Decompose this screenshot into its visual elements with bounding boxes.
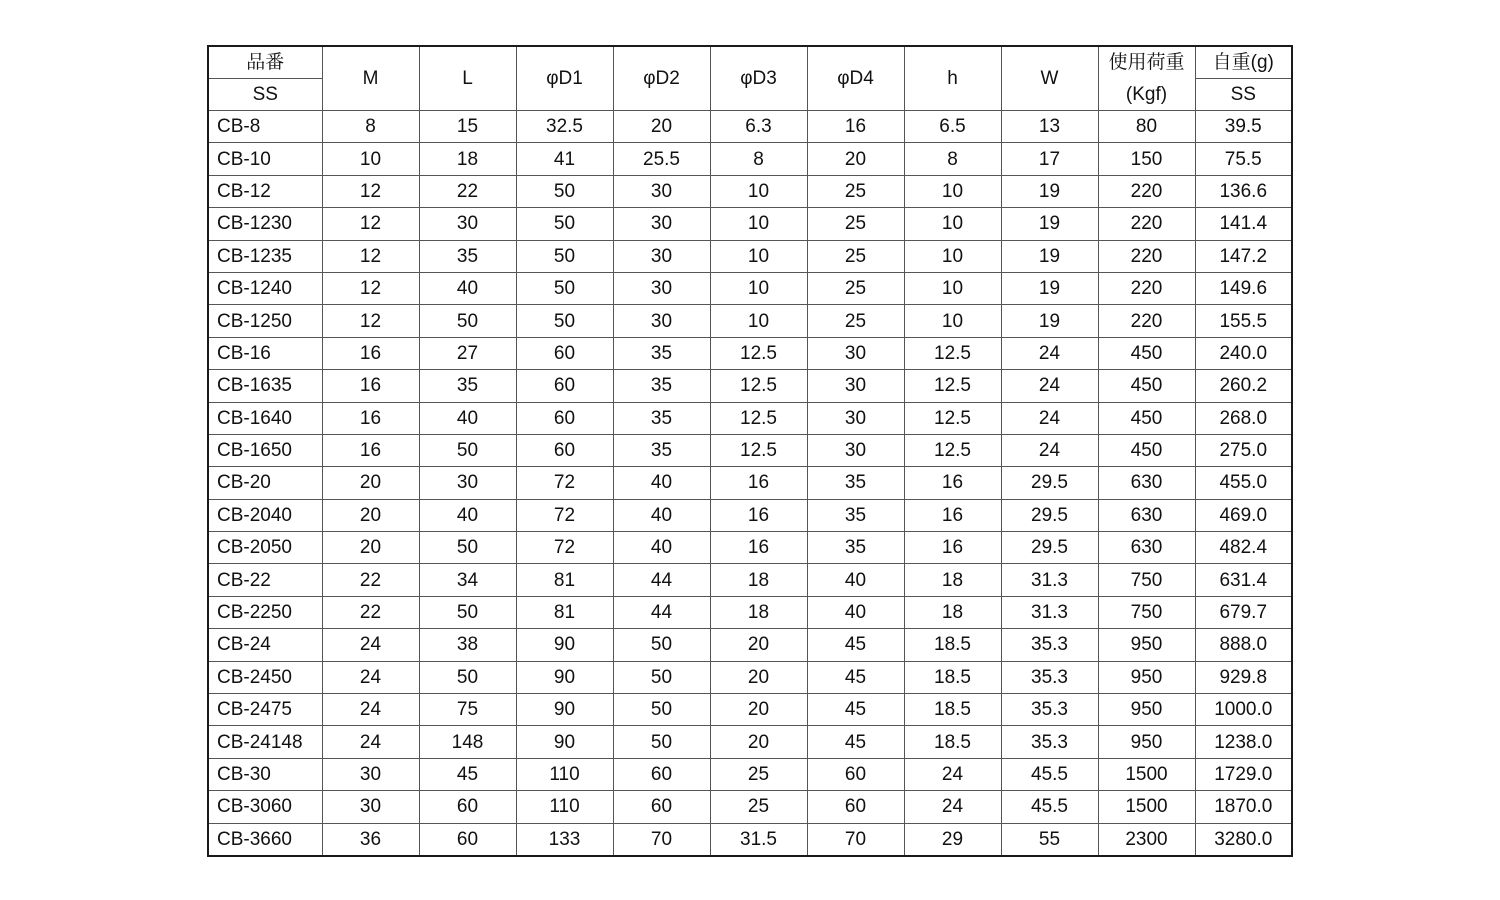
cell-m: 24 [322,629,419,661]
cell-w: 19 [1001,305,1098,337]
cell-weight: 1870.0 [1195,791,1292,823]
cell-w: 29.5 [1001,499,1098,531]
cell-h: 10 [904,272,1001,304]
cell-d3: 18 [710,596,807,628]
cell-m: 20 [322,467,419,499]
cell-d4: 60 [807,791,904,823]
cell-load: 2300 [1098,823,1195,856]
cell-h: 8 [904,143,1001,175]
cell-d3: 20 [710,661,807,693]
cell-d4: 35 [807,467,904,499]
cell-l: 15 [419,111,516,143]
cell-h: 18 [904,596,1001,628]
table-row [208,208,1292,240]
cell-d2: 44 [613,596,710,628]
cell-d3: 10 [710,175,807,207]
cell-l: 27 [419,337,516,369]
cell-load: 450 [1098,337,1195,369]
cell-d4: 40 [807,596,904,628]
cell-d2: 25.5 [613,143,710,175]
cell-weight: 268.0 [1195,402,1292,434]
cell-w: 31.3 [1001,564,1098,596]
cell-load: 150 [1098,143,1195,175]
cell-d3: 10 [710,272,807,304]
cell-d2: 44 [613,564,710,596]
table-body [208,111,1292,856]
cell-w: 24 [1001,434,1098,466]
cell-w: 13 [1001,111,1098,143]
cell-d1: 50 [516,305,613,337]
cell-d2: 40 [613,467,710,499]
cell-h: 18.5 [904,694,1001,726]
cell-d1: 110 [516,791,613,823]
cell-load: 220 [1098,240,1195,272]
cell-h: 29 [904,823,1001,856]
cell-d2: 50 [613,694,710,726]
cell-h: 16 [904,499,1001,531]
cell-load: 450 [1098,434,1195,466]
header-load: 使用荷重 [1098,46,1195,79]
table-row [208,240,1292,272]
cell-w: 24 [1001,370,1098,402]
cell-m: 20 [322,532,419,564]
cell-m: 30 [322,791,419,823]
cell-weight: 260.2 [1195,370,1292,402]
cell-m: 22 [322,564,419,596]
cell-d1: 41 [516,143,613,175]
cell-h: 18.5 [904,726,1001,758]
cell-weight: 149.6 [1195,272,1292,304]
cell-d4: 45 [807,694,904,726]
cell-d1: 110 [516,758,613,790]
cell-d4: 35 [807,499,904,531]
cell-d2: 30 [613,208,710,240]
cell-part-no: CB-1230 [208,208,322,240]
cell-d1: 60 [516,337,613,369]
cell-h: 18 [904,564,1001,596]
cell-d3: 25 [710,758,807,790]
table-row [208,111,1292,143]
cell-m: 36 [322,823,419,856]
cell-weight: 141.4 [1195,208,1292,240]
header-part-no-material: SS [208,79,322,111]
cell-h: 16 [904,467,1001,499]
cell-d2: 35 [613,402,710,434]
cell-d3: 10 [710,208,807,240]
cell-l: 50 [419,596,516,628]
cell-l: 50 [419,532,516,564]
cell-d1: 72 [516,499,613,531]
cell-d1: 72 [516,532,613,564]
cell-weight: 275.0 [1195,434,1292,466]
cell-load: 220 [1098,272,1195,304]
cell-m: 8 [322,111,419,143]
cell-m: 12 [322,272,419,304]
cell-m: 20 [322,499,419,531]
cell-load: 220 [1098,208,1195,240]
cell-weight: 1238.0 [1195,726,1292,758]
cell-load: 950 [1098,661,1195,693]
cell-d1: 90 [516,629,613,661]
cell-d3: 16 [710,532,807,564]
cell-d2: 40 [613,532,710,564]
cell-w: 55 [1001,823,1098,856]
cell-weight: 240.0 [1195,337,1292,369]
table-row [208,272,1292,304]
cell-l: 40 [419,272,516,304]
cell-w: 35.3 [1001,629,1098,661]
cell-load: 220 [1098,175,1195,207]
cell-w: 29.5 [1001,467,1098,499]
cell-w: 19 [1001,272,1098,304]
table-row [208,499,1292,531]
cell-load: 450 [1098,370,1195,402]
cell-l: 40 [419,499,516,531]
cell-d2: 60 [613,791,710,823]
header-col-w: W [1001,46,1098,111]
cell-d4: 60 [807,758,904,790]
cell-d2: 35 [613,337,710,369]
cell-part-no: CB-2050 [208,532,322,564]
cell-d1: 133 [516,823,613,856]
table-row [208,629,1292,661]
spec-table [207,45,1293,857]
cell-h: 12.5 [904,402,1001,434]
cell-weight: 631.4 [1195,564,1292,596]
cell-d3: 16 [710,499,807,531]
cell-w: 19 [1001,175,1098,207]
header-part-no: 品番 [208,46,322,79]
header-load-unit: (Kgf) [1098,79,1195,111]
cell-part-no: CB-3660 [208,823,322,856]
cell-d3: 12.5 [710,402,807,434]
cell-h: 12.5 [904,337,1001,369]
cell-d1: 50 [516,208,613,240]
cell-part-no: CB-1235 [208,240,322,272]
cell-d3: 20 [710,629,807,661]
cell-h: 12.5 [904,434,1001,466]
cell-d2: 35 [613,434,710,466]
cell-d2: 35 [613,370,710,402]
cell-h: 10 [904,240,1001,272]
cell-part-no: CB-2040 [208,499,322,531]
cell-l: 50 [419,661,516,693]
cell-d4: 30 [807,370,904,402]
cell-d2: 30 [613,305,710,337]
cell-weight: 147.2 [1195,240,1292,272]
header-col-m: M [322,46,419,111]
cell-d1: 50 [516,240,613,272]
cell-m: 24 [322,694,419,726]
cell-weight: 455.0 [1195,467,1292,499]
cell-d4: 40 [807,564,904,596]
cell-d3: 8 [710,143,807,175]
header-col-h: h [904,46,1001,111]
table-row [208,305,1292,337]
cell-part-no: CB-20 [208,467,322,499]
cell-l: 40 [419,402,516,434]
table-row [208,337,1292,369]
cell-d4: 25 [807,208,904,240]
cell-l: 30 [419,467,516,499]
cell-load: 950 [1098,726,1195,758]
cell-w: 19 [1001,240,1098,272]
cell-l: 34 [419,564,516,596]
cell-d4: 16 [807,111,904,143]
cell-load: 950 [1098,629,1195,661]
cell-w: 45.5 [1001,758,1098,790]
cell-w: 31.3 [1001,596,1098,628]
cell-h: 24 [904,758,1001,790]
cell-d4: 25 [807,240,904,272]
cell-d1: 81 [516,564,613,596]
cell-load: 450 [1098,402,1195,434]
cell-d2: 30 [613,240,710,272]
cell-w: 24 [1001,402,1098,434]
cell-d1: 81 [516,596,613,628]
cell-d3: 25 [710,791,807,823]
cell-weight: 888.0 [1195,629,1292,661]
header-col-l: L [419,46,516,111]
cell-part-no: CB-3060 [208,791,322,823]
cell-l: 30 [419,208,516,240]
cell-d1: 90 [516,726,613,758]
cell-part-no: CB-1250 [208,305,322,337]
table-row [208,143,1292,175]
cell-d2: 50 [613,629,710,661]
cell-l: 50 [419,305,516,337]
cell-m: 10 [322,143,419,175]
cell-part-no: CB-22 [208,564,322,596]
cell-part-no: CB-10 [208,143,322,175]
cell-part-no: CB-24148 [208,726,322,758]
cell-d3: 6.3 [710,111,807,143]
table-row [208,694,1292,726]
cell-l: 75 [419,694,516,726]
cell-part-no: CB-30 [208,758,322,790]
cell-l: 50 [419,434,516,466]
cell-l: 18 [419,143,516,175]
cell-load: 220 [1098,305,1195,337]
cell-d3: 31.5 [710,823,807,856]
cell-part-no: CB-2250 [208,596,322,628]
cell-part-no: CB-2450 [208,661,322,693]
cell-load: 630 [1098,532,1195,564]
cell-w: 35.3 [1001,661,1098,693]
cell-d1: 72 [516,467,613,499]
header-col-d2: φD2 [613,46,710,111]
table-row [208,791,1292,823]
cell-d2: 30 [613,272,710,304]
cell-l: 60 [419,823,516,856]
cell-w: 17 [1001,143,1098,175]
table-row [208,596,1292,628]
cell-w: 35.3 [1001,694,1098,726]
cell-part-no: CB-2475 [208,694,322,726]
cell-d4: 30 [807,337,904,369]
cell-d4: 30 [807,402,904,434]
cell-d1: 50 [516,175,613,207]
header-col-d4: φD4 [807,46,904,111]
cell-l: 60 [419,791,516,823]
cell-d1: 60 [516,370,613,402]
cell-part-no: CB-8 [208,111,322,143]
cell-h: 24 [904,791,1001,823]
cell-d2: 70 [613,823,710,856]
cell-m: 16 [322,434,419,466]
table-row [208,467,1292,499]
cell-d4: 25 [807,305,904,337]
cell-l: 148 [419,726,516,758]
cell-m: 22 [322,596,419,628]
cell-m: 12 [322,240,419,272]
cell-d4: 45 [807,661,904,693]
header-col-d1: φD1 [516,46,613,111]
cell-d3: 10 [710,305,807,337]
cell-h: 18.5 [904,661,1001,693]
cell-h: 6.5 [904,111,1001,143]
cell-d4: 25 [807,272,904,304]
table-row [208,564,1292,596]
cell-d3: 20 [710,694,807,726]
cell-weight: 3280.0 [1195,823,1292,856]
cell-m: 16 [322,337,419,369]
cell-weight: 469.0 [1195,499,1292,531]
cell-d2: 50 [613,661,710,693]
cell-d4: 45 [807,726,904,758]
cell-d3: 12.5 [710,370,807,402]
cell-d2: 60 [613,758,710,790]
cell-weight: 679.7 [1195,596,1292,628]
cell-part-no: CB-16 [208,337,322,369]
cell-d3: 12.5 [710,337,807,369]
table-row [208,532,1292,564]
cell-load: 630 [1098,467,1195,499]
cell-w: 35.3 [1001,726,1098,758]
cell-weight: 136.6 [1195,175,1292,207]
cell-load: 630 [1098,499,1195,531]
header-col-d3: φD3 [710,46,807,111]
cell-w: 19 [1001,208,1098,240]
cell-m: 30 [322,758,419,790]
cell-d2: 20 [613,111,710,143]
table-row [208,758,1292,790]
cell-l: 45 [419,758,516,790]
cell-d2: 50 [613,726,710,758]
cell-w: 29.5 [1001,532,1098,564]
cell-d4: 30 [807,434,904,466]
cell-d3: 16 [710,467,807,499]
cell-load: 750 [1098,596,1195,628]
cell-load: 1500 [1098,758,1195,790]
cell-h: 10 [904,305,1001,337]
cell-d1: 60 [516,434,613,466]
cell-d2: 30 [613,175,710,207]
cell-l: 35 [419,240,516,272]
cell-part-no: CB-1635 [208,370,322,402]
cell-part-no: CB-1240 [208,272,322,304]
cell-d2: 40 [613,499,710,531]
table-row [208,823,1292,856]
cell-w: 24 [1001,337,1098,369]
cell-d4: 35 [807,532,904,564]
cell-load: 950 [1098,694,1195,726]
cell-m: 16 [322,370,419,402]
cell-weight: 1000.0 [1195,694,1292,726]
cell-d3: 12.5 [710,434,807,466]
table-header [208,46,1292,111]
cell-part-no: CB-1640 [208,402,322,434]
cell-part-no: CB-24 [208,629,322,661]
cell-weight: 1729.0 [1195,758,1292,790]
cell-h: 10 [904,208,1001,240]
cell-d4: 45 [807,629,904,661]
cell-l: 35 [419,370,516,402]
table-row [208,175,1292,207]
cell-d3: 10 [710,240,807,272]
cell-m: 24 [322,726,419,758]
cell-load: 1500 [1098,791,1195,823]
cell-w: 45.5 [1001,791,1098,823]
cell-weight: 929.8 [1195,661,1292,693]
cell-m: 24 [322,661,419,693]
cell-m: 12 [322,175,419,207]
cell-d4: 20 [807,143,904,175]
cell-weight: 482.4 [1195,532,1292,564]
cell-h: 10 [904,175,1001,207]
cell-l: 38 [419,629,516,661]
table-row [208,726,1292,758]
cell-part-no: CB-1650 [208,434,322,466]
table-row [208,402,1292,434]
table-row [208,370,1292,402]
cell-weight: 75.5 [1195,143,1292,175]
cell-m: 12 [322,208,419,240]
cell-h: 12.5 [904,370,1001,402]
cell-d3: 20 [710,726,807,758]
cell-d1: 32.5 [516,111,613,143]
cell-m: 16 [322,402,419,434]
header-weight: 自重(g) [1195,46,1292,79]
cell-d1: 90 [516,661,613,693]
cell-h: 18.5 [904,629,1001,661]
cell-d1: 90 [516,694,613,726]
cell-load: 80 [1098,111,1195,143]
cell-d1: 50 [516,272,613,304]
cell-d4: 25 [807,175,904,207]
cell-weight: 39.5 [1195,111,1292,143]
cell-d3: 18 [710,564,807,596]
table-row [208,434,1292,466]
table-row [208,661,1292,693]
cell-d1: 60 [516,402,613,434]
cell-load: 750 [1098,564,1195,596]
cell-d4: 70 [807,823,904,856]
cell-l: 22 [419,175,516,207]
cell-m: 12 [322,305,419,337]
header-weight-material: SS [1195,79,1292,111]
cell-weight: 155.5 [1195,305,1292,337]
cell-part-no: CB-12 [208,175,322,207]
cell-h: 16 [904,532,1001,564]
